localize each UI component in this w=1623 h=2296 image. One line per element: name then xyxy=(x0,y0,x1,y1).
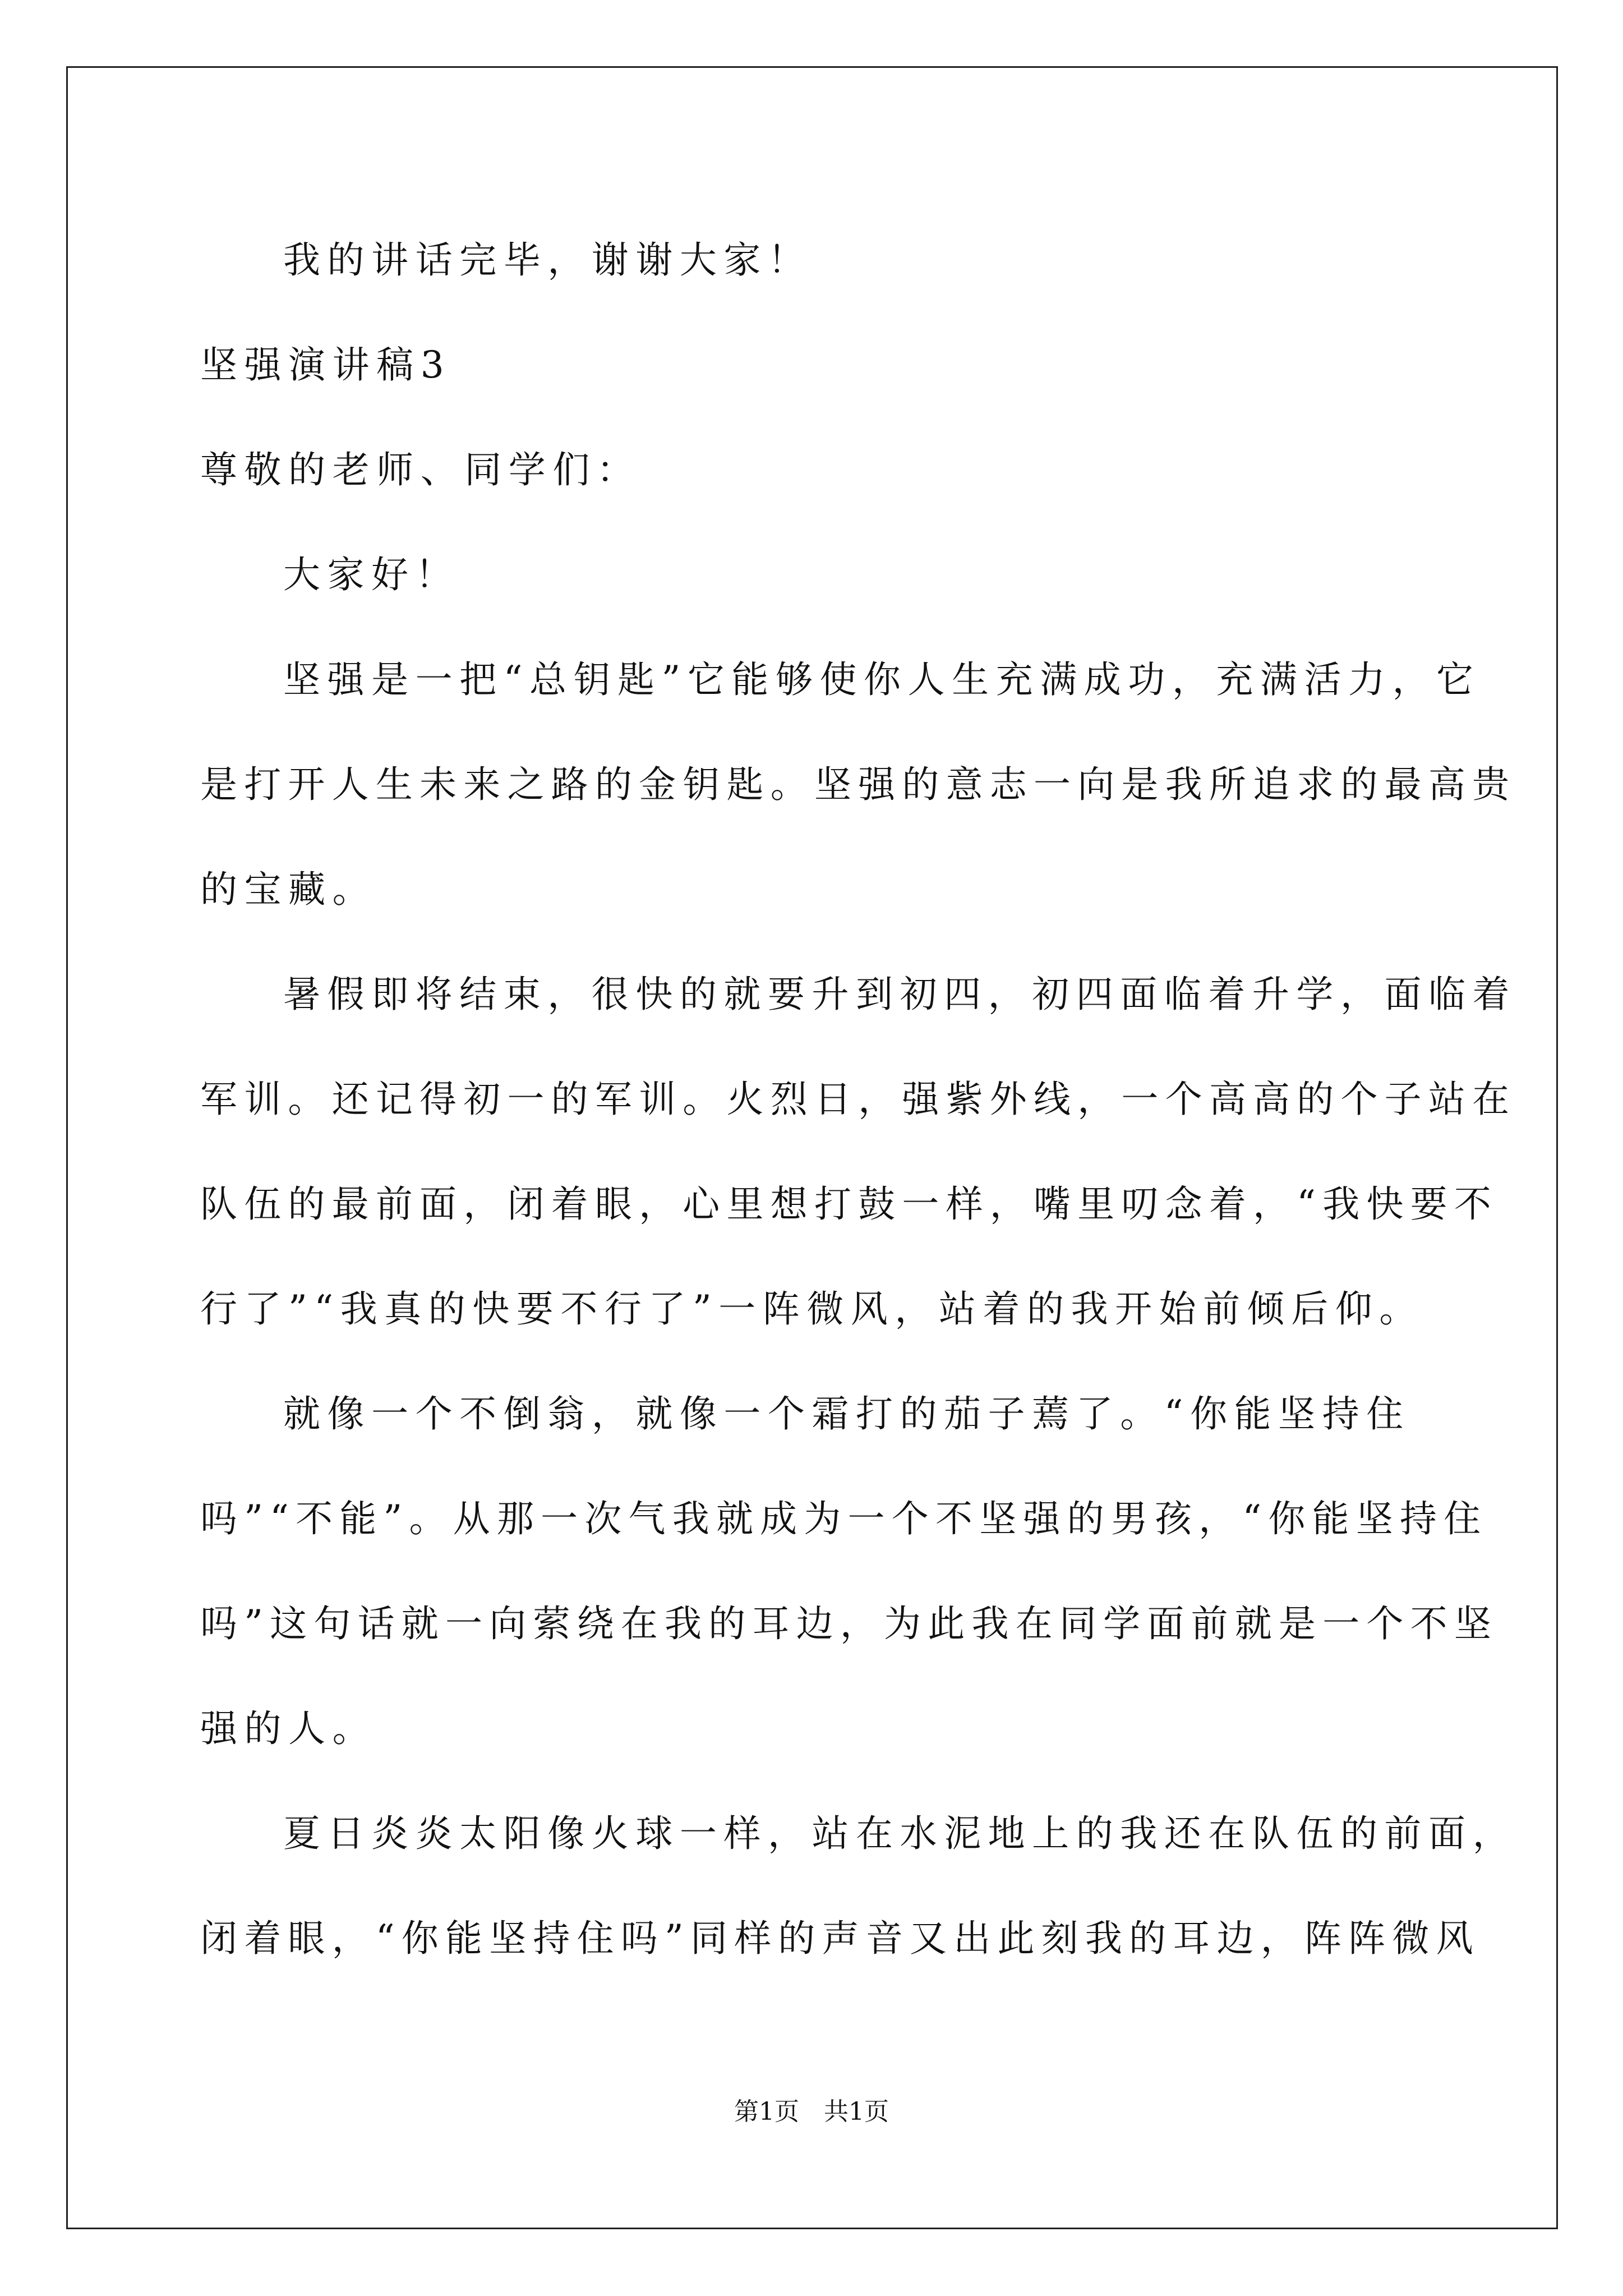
paragraph-2-line-1: 暑假即将结束，很快的就要升到初四，初四面临着升学，面临着 xyxy=(283,973,1517,1016)
paragraph-2-line-4: 行了”“我真的快要不行了”一阵微风，站着的我开始前倾后仰。 xyxy=(200,1287,1423,1331)
paragraph-3-line-3: 吗”这句话就一向萦绕在我的耳边，为此我在同学面前就是一个不坚 xyxy=(200,1602,1498,1645)
closing-line: 我的讲话完毕，谢谢大家！ xyxy=(283,238,812,282)
paragraph-3-line-1: 就像一个不倒翁，就像一个霜打的茄子蔫了。“你能坚持住 xyxy=(283,1392,1410,1435)
paragraph-2-line-2: 军训。还记得初一的军训。火烈日，强紫外线，一个高高的个子站在 xyxy=(200,1078,1516,1121)
page-footer: 第1页 共1页 xyxy=(734,2097,889,2126)
paragraph-3-line-2: 吗”“不能”。从那一次气我就成为一个不坚强的男孩，“你能坚持住 xyxy=(200,1497,1488,1540)
paragraph-1-line-3: 的宝藏。 xyxy=(200,868,377,911)
section-title: 坚强演讲稿3 xyxy=(200,343,451,386)
paragraph-1-line-1: 坚强是一把“总钥匙”它能够使你人生充满成功，充满活力，它 xyxy=(283,658,1481,701)
paragraph-1-line-2: 是打开人生未来之路的金钥匙。坚强的意志一向是我所追求的最高贵 xyxy=(200,763,1516,806)
paragraph-4-line-2: 闭着眼，“你能坚持住吗”同样的声音又出此刻我的耳边，阵阵微风 xyxy=(200,1917,1480,1960)
greeting: 大家好！ xyxy=(283,553,460,596)
paragraph-2-line-3: 队伍的最前面，闭着眼，心里想打鼓一样，嘴里叨念着，“我快要不 xyxy=(200,1182,1498,1226)
document-body xyxy=(200,208,1517,1991)
salutation: 尊敬的老师、同学们： xyxy=(200,448,641,491)
paragraph-3-line-4: 强的人。 xyxy=(200,1707,377,1750)
paragraph-4-line-1: 夏日炎炎太阳像火球一样，站在水泥地上的我还在队伍的前面， xyxy=(283,1812,1517,1855)
